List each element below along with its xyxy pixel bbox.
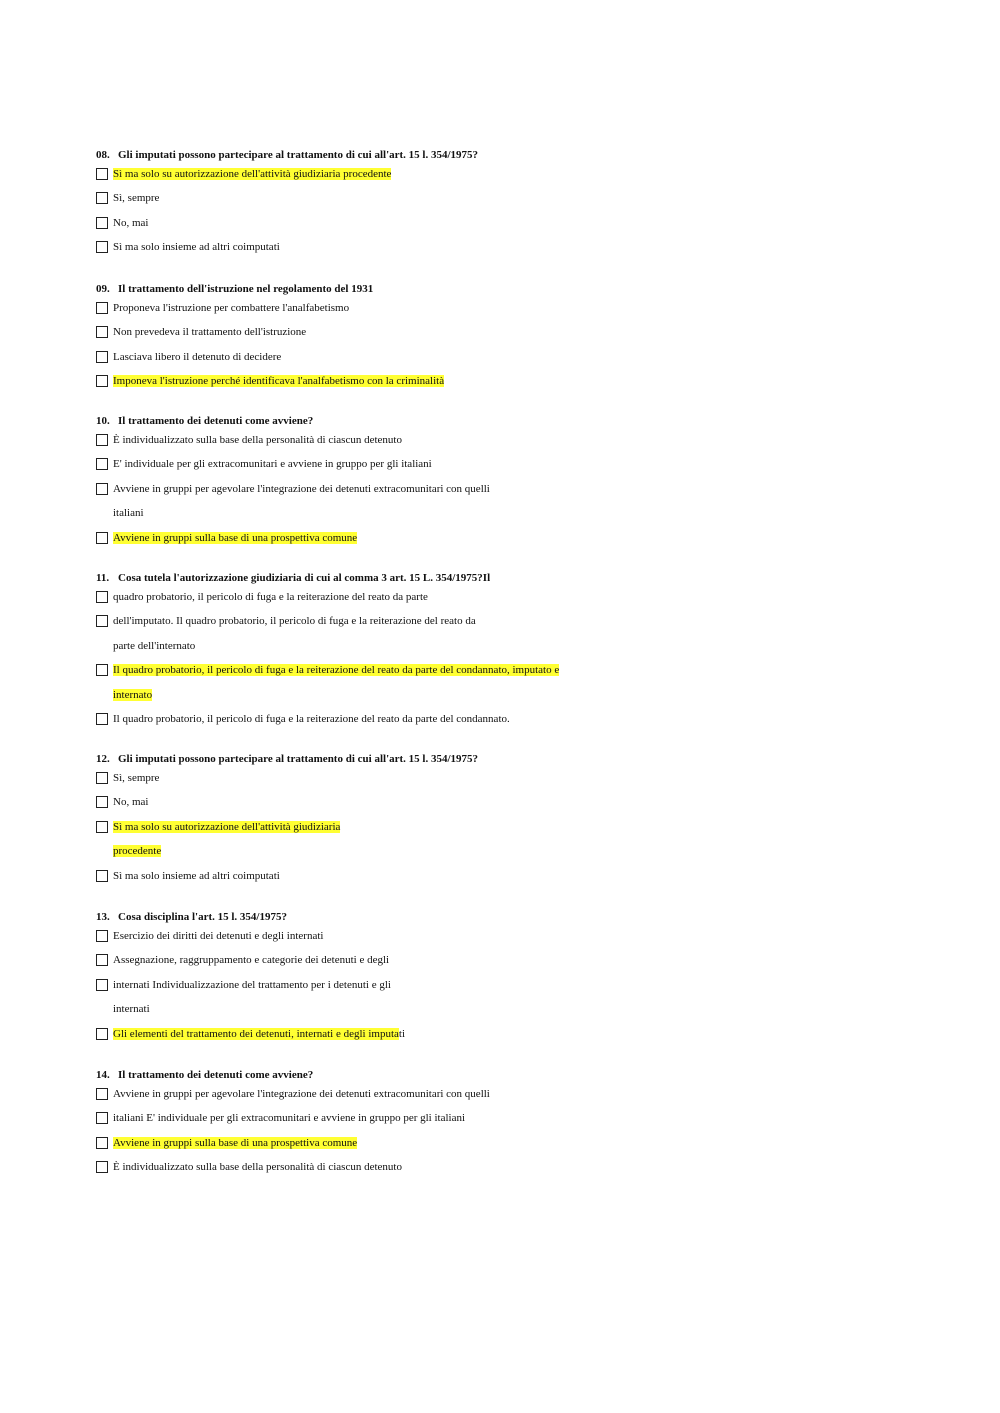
answer-checkbox[interactable] — [96, 1112, 108, 1124]
answer-label — [113, 301, 349, 315]
answer-option[interactable] — [96, 585, 616, 609]
question-number: 11. — [96, 572, 110, 584]
answer-label — [113, 953, 389, 967]
answer-option[interactable] — [96, 369, 616, 393]
answer-text-highlighted: Il quadro probatorio, il pericolo di fuga e la reiterazione del reato da parte del condannato, imputato e — [113, 664, 560, 677]
answer-label — [113, 663, 559, 677]
answer-label — [113, 325, 306, 339]
answer-checkbox[interactable] — [96, 532, 108, 544]
answer-text: Non prevedeva il trattamento dell'istruzione — [113, 326, 307, 339]
answer-checkbox[interactable] — [96, 168, 108, 180]
answer-label — [113, 1160, 402, 1174]
question-09 — [96, 282, 616, 394]
answer-text: Sì, sempre — [113, 192, 160, 205]
answer-checkbox[interactable] — [96, 217, 108, 229]
answer-option-continuation — [96, 634, 616, 658]
answer-option-continuation — [96, 501, 616, 525]
answer-text: Il quadro probatorio, il pericolo di fuga e la reiterazione del reato da parte del condannato. — [113, 712, 510, 725]
answer-text: dell'imputato. Il quadro probatorio, il pericolo di fuga e la reiterazione del reato da — [113, 615, 476, 628]
question-text: Cosa tutela l'autorizzazione giudiziaria di cui al comma 3 art. 15 L. 354/1975?Il — [118, 572, 491, 584]
answer-text: Sì, sempre — [113, 772, 160, 784]
answer-option[interactable] — [96, 1022, 616, 1046]
answer-label — [113, 350, 281, 364]
answer-option[interactable] — [96, 162, 616, 186]
answer-label — [113, 590, 428, 604]
answer-text: No, mai — [113, 796, 149, 809]
question-title — [96, 571, 616, 585]
answer-checkbox[interactable] — [96, 1137, 108, 1149]
answer-text: Esercizio dei diritti dei detenuti e degli internati — [113, 930, 324, 942]
answer-text: È individualizzato sulla base della personalità di ciascun detenuto — [113, 1161, 402, 1174]
answer-label — [113, 795, 148, 809]
answer-text: internati Individualizzazione del trattamento per i detenuti e gli — [113, 978, 391, 991]
answer-checkbox[interactable] — [96, 821, 108, 833]
question-title — [96, 282, 616, 296]
question-title — [96, 1068, 616, 1082]
answer-label — [113, 639, 195, 653]
answer-option[interactable] — [96, 452, 616, 476]
question-text: Gli imputati possono partecipare al trattamento di cui all'art. 15 l. 354/1975? — [118, 753, 479, 765]
question-number: 10. — [96, 415, 110, 427]
question-text: Il trattamento dell'istruzione nel regolamento del 1931 — [118, 283, 374, 295]
answer-checkbox[interactable] — [96, 302, 108, 314]
answer-text: parte dell'internato — [113, 639, 196, 652]
answer-label — [113, 531, 357, 545]
answer-option[interactable] — [96, 658, 616, 682]
answer-checkbox[interactable] — [96, 713, 108, 725]
answer-option[interactable] — [96, 815, 616, 839]
question-10 — [96, 414, 616, 550]
answer-label — [113, 433, 402, 447]
answer-checkbox[interactable] — [96, 954, 108, 966]
question-number: 08. — [96, 149, 110, 161]
answer-option[interactable] — [96, 477, 616, 501]
answer-checkbox[interactable] — [96, 591, 108, 603]
answer-option[interactable] — [96, 973, 616, 997]
answer-option[interactable] — [96, 766, 616, 790]
answer-label — [113, 869, 280, 883]
question-text: Gli imputati possono partecipare al trattamento di cui all'art. 15 l. 354/1975? — [118, 149, 479, 161]
question-number: 13. — [96, 911, 110, 923]
answer-option[interactable] — [96, 924, 616, 948]
answer-option-continuation — [96, 839, 616, 863]
answer-checkbox[interactable] — [96, 458, 108, 470]
answer-option[interactable] — [96, 1131, 616, 1155]
answer-checkbox[interactable] — [96, 192, 108, 204]
answer-label — [113, 167, 391, 181]
answer-checkbox[interactable] — [96, 434, 108, 446]
question-14 — [96, 1068, 616, 1180]
answer-option[interactable] — [96, 1155, 616, 1179]
answer-checkbox[interactable] — [96, 1161, 108, 1173]
answer-label — [113, 929, 323, 943]
question-text: Il trattamento dei detenuti come avviene? — [118, 415, 314, 427]
answer-text: No, mai — [113, 216, 149, 229]
answer-option[interactable] — [96, 1106, 616, 1130]
answer-text: Avviene in gruppi per agevolare l'integrazione dei detenuti extracomunitari con quelli — [113, 1088, 490, 1100]
answer-option-continuation — [96, 997, 616, 1021]
answer-option[interactable] — [96, 428, 616, 452]
answer-text-highlighted: Avviene in gruppi sulla base di una prospettiva comune — [113, 531, 358, 544]
answer-text-tail: ti — [398, 1027, 406, 1040]
answer-text: Lasciava libero il detenuto di decidere — [113, 350, 282, 363]
answer-text-highlighted: Sì ma solo su autorizzazione dell'attività giudiziaria procedente — [113, 168, 392, 180]
answer-text: internati — [113, 1003, 150, 1016]
question-title — [96, 752, 616, 766]
answer-label — [113, 844, 161, 858]
answer-text-highlighted: Gli elementi del trattamento dei detenuti, internati e degli imputa — [113, 1027, 399, 1040]
question-title — [96, 910, 616, 924]
answer-option[interactable] — [96, 609, 616, 633]
answer-checkbox[interactable] — [96, 772, 108, 784]
answer-label — [113, 191, 159, 205]
answer-option[interactable] — [96, 864, 616, 888]
answer-label — [113, 1002, 150, 1016]
answer-option[interactable] — [96, 345, 616, 369]
question-08 — [96, 148, 616, 260]
answer-checkbox[interactable] — [96, 326, 108, 338]
answer-label — [113, 374, 444, 388]
question-13 — [96, 910, 616, 1046]
answer-checkbox[interactable] — [96, 615, 108, 627]
question-11 — [96, 571, 616, 731]
answer-label — [113, 614, 476, 628]
answer-checkbox[interactable] — [96, 351, 108, 363]
answer-text: Assegnazione, raggruppamento e categorie dei detenuti e degli — [113, 954, 390, 967]
answer-text: È individualizzato sulla base della personalità di ciascun detenuto — [113, 434, 402, 446]
answer-text-highlighted: Sì ma solo su autorizzazione dell'attività giudiziaria — [113, 820, 341, 833]
answer-option[interactable] — [96, 211, 616, 235]
answer-text: quadro probatorio, il pericolo di fuga e la reiterazione del reato da parte — [113, 591, 428, 603]
answer-text-highlighted: procedente — [113, 845, 162, 858]
answer-option[interactable] — [96, 186, 616, 210]
answer-checkbox[interactable] — [96, 796, 108, 808]
answer-text: Sì ma solo insieme ad altri coimputati — [113, 241, 280, 254]
answer-checkbox[interactable] — [96, 241, 108, 253]
answer-option[interactable] — [96, 320, 616, 344]
question-title — [96, 414, 616, 428]
answer-option[interactable] — [96, 948, 616, 972]
answer-label — [113, 1027, 405, 1041]
answer-checkbox[interactable] — [96, 979, 108, 991]
answer-text: E' individuale per gli extracomunitari e avviene in gruppo per gli italiani — [113, 458, 432, 471]
answer-text: Proponeva l'istruzione per combattere l'analfabetismo — [113, 302, 350, 314]
answer-text: italiani E' individuale per gli extracomunitari e avviene in gruppo per gli italiani — [113, 1112, 466, 1125]
answer-label — [113, 688, 152, 702]
answer-option[interactable] — [96, 707, 616, 731]
answer-label — [113, 1136, 357, 1150]
answer-text: italiani — [113, 507, 144, 520]
answer-label — [113, 216, 148, 230]
answer-label — [113, 1087, 490, 1101]
answer-text-highlighted: internato — [113, 688, 153, 701]
question-title — [96, 148, 616, 162]
answer-checkbox[interactable] — [96, 664, 108, 676]
question-number: 09. — [96, 283, 110, 295]
answer-option[interactable] — [96, 235, 616, 259]
answer-label — [113, 1111, 465, 1125]
answer-label — [113, 820, 340, 834]
answer-checkbox[interactable] — [96, 1088, 108, 1100]
question-number: 12. — [96, 753, 110, 765]
answer-label — [113, 771, 159, 785]
question-text: Il trattamento dei detenuti come avviene? — [118, 1069, 314, 1081]
question-number: 14. — [96, 1069, 110, 1081]
answer-option-continuation — [96, 683, 616, 707]
answer-option[interactable] — [96, 1082, 616, 1106]
answer-label — [113, 712, 510, 726]
answer-checkbox[interactable] — [96, 870, 108, 882]
answer-option[interactable] — [96, 790, 616, 814]
question-12 — [96, 752, 616, 888]
answer-label — [113, 978, 391, 992]
answer-label — [113, 457, 432, 471]
answer-checkbox[interactable] — [96, 483, 108, 495]
answer-label — [113, 506, 144, 520]
answer-text-highlighted: Imponeva l'istruzione perché identificava l'analfabetismo con la criminalità — [113, 375, 445, 388]
answer-text: Sì ma solo insieme ad altri coimputati — [113, 869, 280, 882]
answer-checkbox[interactable] — [96, 1028, 108, 1040]
answer-label — [113, 482, 490, 496]
answer-text: Avviene in gruppi per agevolare l'integrazione dei detenuti extracomunitari con quelli — [113, 482, 490, 495]
page-number — [488, 0, 512, 4]
answer-text-highlighted: Avviene in gruppi sulla base di una prospettiva comune — [113, 1136, 358, 1149]
answer-label — [113, 240, 280, 254]
answer-option[interactable] — [96, 526, 616, 550]
answer-checkbox[interactable] — [96, 375, 108, 387]
answer-option[interactable] — [96, 296, 616, 320]
question-text: Cosa disciplina l'art. 15 l. 354/1975? — [118, 911, 287, 923]
answer-checkbox[interactable] — [96, 930, 108, 942]
